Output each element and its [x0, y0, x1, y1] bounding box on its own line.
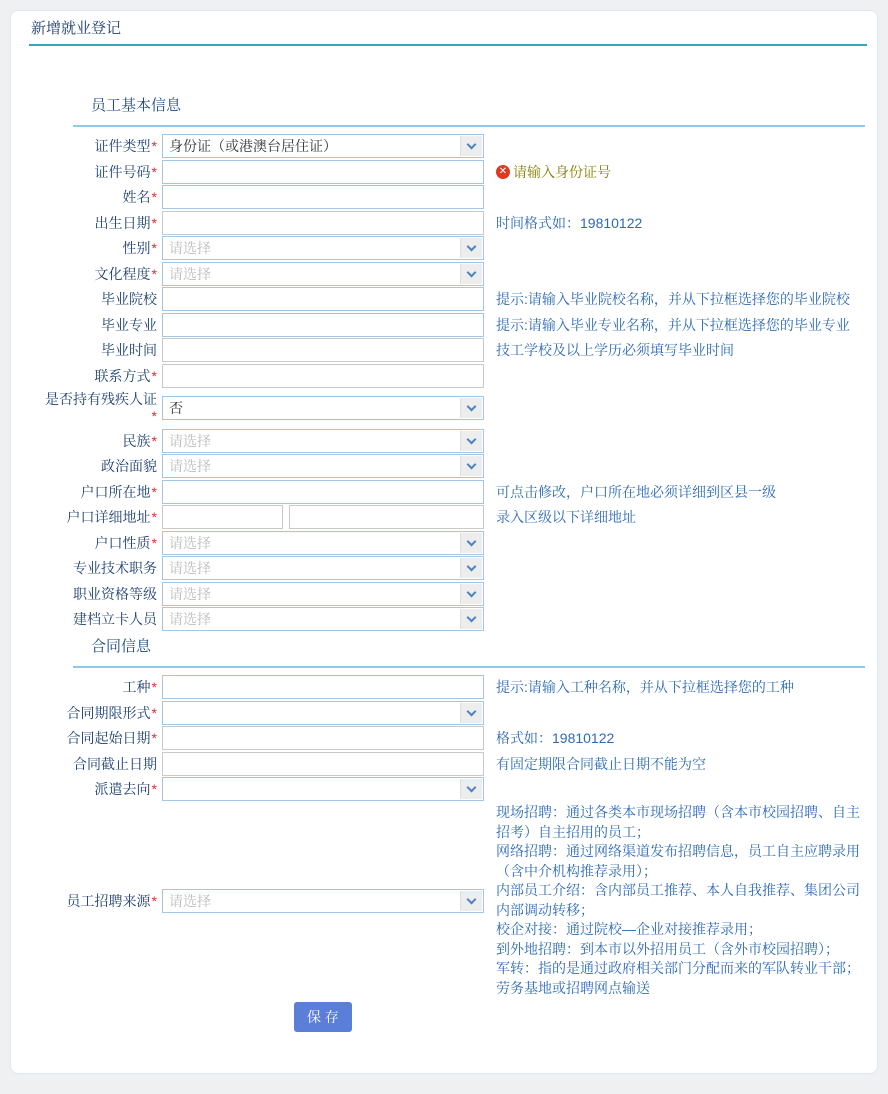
select-value: 请选择	[169, 265, 211, 282]
select-arrow-button[interactable]	[460, 431, 482, 451]
field-hukou-location	[162, 480, 484, 504]
select-value: 请选择	[169, 458, 211, 474]
form-row-qualification-level	[39, 582, 877, 606]
form-row-contact	[39, 364, 877, 388]
field-label-text: 合同起始日期	[66, 730, 151, 746]
select-arrow-button[interactable]	[460, 533, 482, 553]
select-arrow-button[interactable]	[460, 891, 482, 911]
field-label	[39, 454, 157, 478]
select-value: 请选择	[169, 240, 211, 256]
field-label	[39, 262, 157, 286]
professional-title-select[interactable]	[162, 556, 484, 580]
chevron-down-icon	[467, 267, 477, 277]
select-value: 请选择	[169, 892, 211, 909]
select-arrow-button[interactable]	[460, 609, 482, 629]
field-label-text: 性别	[122, 240, 151, 256]
field-label	[39, 582, 157, 606]
section-title: 合同信息	[91, 638, 152, 655]
chevron-down-icon	[467, 536, 477, 546]
birth-date-input[interactable]	[162, 211, 484, 235]
field-label	[39, 185, 157, 209]
field-label	[39, 889, 157, 913]
field-label	[39, 389, 157, 427]
hint-text: 有固定期限合同截止日期不能为空	[496, 755, 706, 772]
field-hukou-address	[162, 505, 484, 529]
hint-text: 技工学校及以上学历必须填写毕业时间	[496, 342, 734, 358]
field-label-text: 民族	[122, 432, 151, 449]
field-label	[39, 480, 157, 504]
form-row-birth-date	[39, 211, 877, 235]
graduation-date-input[interactable]	[162, 338, 484, 362]
hint-line: 劳务基地或招聘网点输送	[496, 979, 650, 996]
hint-line: 现场招聘：通过各类本市现场招聘（含本市校园招聘、自主招考）自主招用的员工；	[496, 804, 860, 840]
hint-text: 提示:请输入毕业院校名称，并从下拉框选择您的毕业院校	[496, 291, 850, 307]
form-row-hukou-type	[39, 531, 877, 555]
save-button[interactable]: 保 存	[294, 1002, 352, 1032]
required-asterisk: *	[151, 265, 157, 282]
select-arrow-button[interactable]	[460, 238, 482, 258]
field-label-text: 是否持有残疾人证	[45, 391, 157, 407]
field-poverty-registered	[162, 607, 484, 631]
field-label-text: 合同截止日期	[73, 755, 157, 772]
select-arrow-button[interactable]	[460, 136, 482, 156]
form-row-name	[39, 185, 877, 209]
required-asterisk: *	[151, 509, 157, 525]
field-label-text: 政治面貌	[101, 458, 157, 474]
hint-graduate-school	[496, 287, 850, 311]
field-label	[39, 777, 157, 801]
field-label-text: 职业资格等级	[73, 585, 157, 602]
form-row-certificate-number	[39, 160, 877, 184]
field-label	[39, 701, 157, 725]
page-title: 新增就业登记	[31, 20, 122, 37]
field-label-text: 专业技术职务	[73, 560, 157, 576]
chevron-down-icon	[467, 894, 477, 904]
required-asterisk: *	[151, 240, 157, 256]
form-row-contract-end-date	[39, 752, 877, 776]
select-value: 请选择	[169, 611, 211, 627]
title-divider	[29, 44, 867, 46]
hint-text: 可点击修改，户口所在地必须详细到区县一级	[496, 483, 776, 500]
form-row-recruitment-source	[39, 803, 877, 998]
field-hukou-type	[162, 531, 484, 555]
certificate-number-input[interactable]	[162, 160, 484, 184]
error-icon: ✕	[496, 165, 510, 179]
required-asterisk: *	[151, 892, 157, 909]
hukou-address-input-1[interactable]	[162, 505, 283, 529]
form-row-certificate-type	[39, 134, 877, 158]
field-graduate-major	[162, 313, 484, 337]
field-job-type	[162, 675, 484, 699]
field-label	[39, 752, 157, 776]
field-label	[39, 160, 157, 184]
select-value: 身份证（或港澳台居住证）	[169, 138, 337, 154]
required-asterisk: *	[151, 781, 157, 797]
hint-text: 提示:请输入工种名称，并从下拉框选择您的工种	[496, 679, 794, 695]
recruitment-source-select[interactable]	[162, 889, 484, 913]
field-disability-cert	[162, 396, 484, 420]
select-arrow-button[interactable]	[460, 558, 482, 578]
hint-job-type	[496, 675, 794, 699]
form-row-hukou-location	[39, 480, 877, 504]
required-asterisk: *	[151, 483, 157, 500]
field-certificate-number	[162, 160, 484, 184]
certificate-type-select[interactable]	[162, 134, 484, 158]
hint-line: 军转：指的是通过政府相关部门分配而来的军队转业干部；	[496, 960, 860, 976]
field-contract-start-date	[162, 726, 484, 750]
form-row-graduation-date	[39, 338, 877, 362]
field-label-text: 派遣去向	[94, 781, 151, 797]
chevron-down-icon	[467, 402, 477, 412]
hint-text: 录入区级以下详细地址	[496, 509, 636, 525]
poverty-registered-select[interactable]	[162, 607, 484, 631]
form-section	[11, 637, 877, 998]
field-label	[39, 429, 157, 453]
required-asterisk: *	[151, 163, 157, 180]
gender-select[interactable]	[162, 236, 484, 260]
form-row-dispatch-destination	[39, 777, 877, 801]
field-qualification-level	[162, 582, 484, 606]
field-label	[39, 531, 157, 555]
contract-end-date-input[interactable]	[162, 752, 484, 776]
form-row-professional-title	[39, 556, 877, 580]
required-asterisk: *	[151, 432, 157, 449]
field-label-text: 证件号码	[94, 163, 151, 180]
field-graduate-school	[162, 287, 484, 311]
hint-contract-end-date	[496, 752, 706, 776]
field-label	[39, 364, 157, 388]
select-arrow-button[interactable]	[460, 264, 482, 284]
field-label	[39, 726, 157, 750]
form-row-hukou-address	[39, 505, 877, 529]
disability-cert-select[interactable]	[162, 396, 484, 420]
required-asterisk: *	[151, 214, 157, 231]
field-label	[39, 607, 157, 631]
required-asterisk: *	[151, 138, 157, 154]
field-label-text: 毕业院校	[101, 291, 157, 307]
hint-line: 到外地招聘：到本市以外招用员工（含外市校园招聘）；	[496, 940, 839, 957]
chevron-down-icon	[467, 242, 477, 252]
field-label	[39, 313, 157, 337]
select-value: 否	[169, 400, 183, 416]
hint-text: 请输入身份证号	[513, 163, 611, 180]
field-graduation-date	[162, 338, 484, 362]
field-label	[39, 211, 157, 235]
hint-hukou-location	[496, 480, 776, 504]
select-value: 请选择	[169, 432, 211, 449]
field-name	[162, 185, 484, 209]
field-label	[39, 338, 157, 362]
form-row-education-level	[39, 262, 877, 286]
name-input[interactable]	[162, 185, 484, 209]
qualification-level-select[interactable]	[162, 582, 484, 606]
select-value: 请选择	[169, 560, 211, 576]
form-row-contract-start-date	[39, 726, 877, 750]
field-label	[39, 556, 157, 580]
form-row-graduate-school	[39, 287, 877, 311]
field-label-text: 工种	[122, 679, 151, 695]
form-row-disability-cert	[39, 389, 877, 427]
save-row	[162, 1002, 484, 1032]
job-type-input[interactable]	[162, 675, 484, 699]
field-label	[39, 505, 157, 529]
form-row-contract-term-type	[39, 701, 877, 725]
hint-text: 时间格式如：19810122	[496, 214, 643, 231]
required-asterisk: *	[151, 730, 157, 746]
select-arrow-button[interactable]	[460, 779, 482, 799]
ethnicity-select[interactable]	[162, 429, 484, 453]
chevron-down-icon	[467, 613, 477, 623]
hint-recruitment-source	[496, 803, 870, 998]
select-arrow-button[interactable]	[460, 584, 482, 604]
form-row-job-type	[39, 675, 877, 699]
hukou-location-input[interactable]	[162, 480, 484, 504]
form-row-gender	[39, 236, 877, 260]
hint-contract-start-date	[496, 726, 614, 750]
hint-certificate-number	[496, 160, 611, 184]
field-contract-end-date	[162, 752, 484, 776]
chevron-down-icon	[467, 783, 477, 793]
hint-graduate-major	[496, 313, 850, 337]
field-label-text: 证件类型	[94, 138, 151, 154]
field-birth-date	[162, 211, 484, 235]
field-label-text: 姓名	[122, 189, 151, 205]
field-label	[39, 675, 157, 699]
hint-text: 格式如：19810122	[496, 730, 615, 746]
hint-line: 校企对接：通过院校—企业对接推荐录用；	[496, 921, 762, 937]
field-label-text: 毕业专业	[101, 316, 157, 333]
hint-birth-date	[496, 211, 642, 235]
hukou-type-select[interactable]	[162, 531, 484, 555]
chevron-down-icon	[467, 140, 477, 150]
section-divider	[73, 666, 865, 668]
field-label-text: 文化程度	[94, 265, 151, 282]
field-ethnicity	[162, 429, 484, 453]
field-label-text: 员工招聘来源	[66, 892, 151, 909]
field-label-text: 出生日期	[94, 214, 151, 231]
field-label-text: 户口所在地	[80, 483, 151, 500]
hint-line: 内部员工介绍：含内部员工推荐、本人自我推荐、集团公司内部调动转移；	[496, 882, 860, 918]
contract-start-date-input[interactable]	[162, 726, 484, 750]
field-label-text: 建档立卡人员	[73, 611, 157, 627]
select-value: 请选择	[169, 534, 211, 551]
field-gender	[162, 236, 484, 260]
chevron-down-icon	[467, 434, 477, 444]
graduate-major-input[interactable]	[162, 313, 484, 337]
chevron-down-icon	[467, 706, 477, 716]
hint-line: 网络招聘：通过网络渠道发布招聘信息，员工自主应聘录用（含中介机构推荐录用）；	[496, 843, 860, 879]
hukou-address-input-2[interactable]	[289, 505, 484, 529]
education-level-select[interactable]	[162, 262, 484, 286]
form-row-political-status	[39, 454, 877, 478]
select-arrow-button[interactable]	[460, 703, 482, 723]
chevron-down-icon	[467, 562, 477, 572]
form-row-graduate-major	[39, 313, 877, 337]
chevron-down-icon	[467, 460, 477, 470]
hint-text: 提示:请输入毕业专业名称，并从下拉框选择您的毕业专业	[496, 316, 850, 333]
required-asterisk: *	[151, 704, 157, 721]
field-recruitment-source	[162, 889, 484, 913]
contact-input[interactable]	[162, 364, 484, 388]
field-dispatch-destination	[162, 777, 484, 801]
field-education-level	[162, 262, 484, 286]
political-status-select[interactable]	[162, 454, 484, 478]
field-label	[39, 287, 157, 311]
hint-hukou-address	[496, 505, 636, 529]
field-label-text: 毕业时间	[101, 342, 157, 358]
form-section	[11, 96, 877, 631]
dispatch-destination-select[interactable]	[162, 777, 484, 801]
form-card	[10, 10, 878, 1074]
field-professional-title	[162, 556, 484, 580]
field-label	[39, 236, 157, 260]
field-contact	[162, 364, 484, 388]
form-row-poverty-registered	[39, 607, 877, 631]
chevron-down-icon	[467, 587, 477, 597]
section-divider	[73, 125, 865, 127]
hint-graduation-date	[496, 338, 734, 362]
field-label-text: 户口性质	[94, 534, 151, 551]
field-label-text: 户口详细地址	[66, 509, 151, 525]
select-value: 请选择	[169, 585, 211, 602]
required-asterisk: *	[151, 408, 157, 424]
form-body	[11, 96, 877, 998]
field-contract-term-type	[162, 701, 484, 725]
field-label-text: 联系方式	[94, 367, 151, 384]
required-asterisk: *	[151, 679, 157, 695]
select-arrow-button[interactable]	[460, 456, 482, 476]
select-arrow-button[interactable]	[460, 398, 482, 418]
field-political-status	[162, 454, 484, 478]
contract-term-type-select[interactable]	[162, 701, 484, 725]
graduate-school-input[interactable]	[162, 287, 484, 311]
field-label-text: 合同期限形式	[66, 704, 151, 721]
section-title: 员工基本信息	[91, 97, 182, 114]
required-asterisk: *	[151, 367, 157, 384]
required-asterisk: *	[151, 189, 157, 205]
field-label	[39, 134, 157, 158]
form-row-ethnicity	[39, 429, 877, 453]
field-certificate-type	[162, 134, 484, 158]
required-asterisk: *	[151, 534, 157, 551]
